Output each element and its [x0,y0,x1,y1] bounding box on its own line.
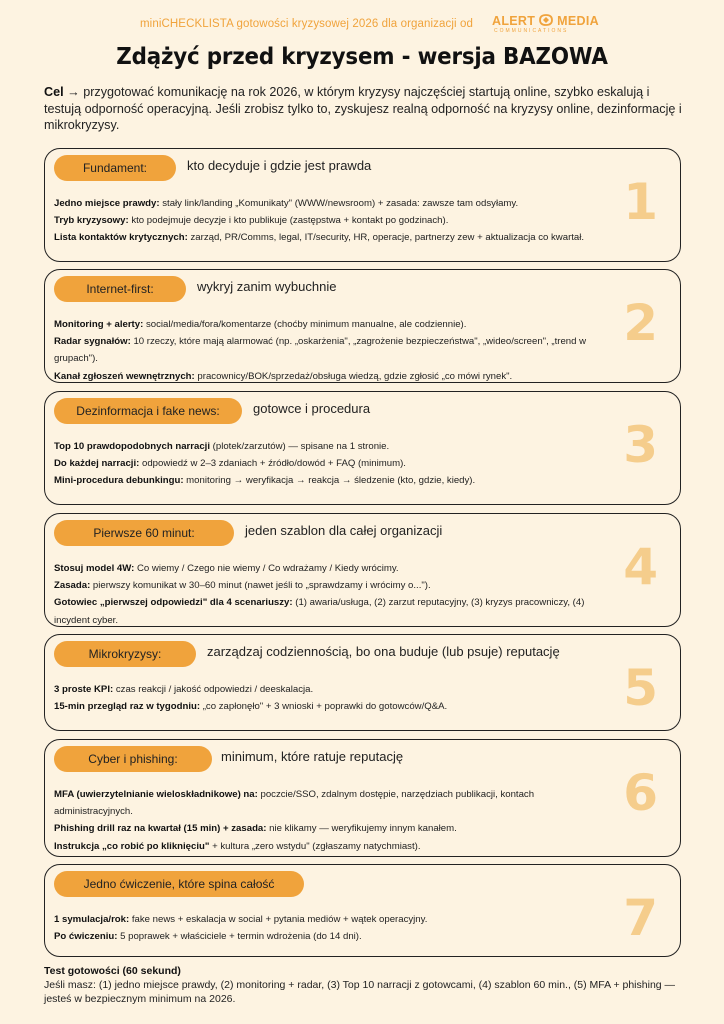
item-text: Co wiemy / Czego nie wiemy / Co wdrażamy / Kiedy wrócimy. [134,563,399,574]
section-items [54,681,634,715]
intro-label: Cel [44,85,64,99]
list-item [54,212,674,229]
item-text: pierwszy komunikat w 30–60 minut (nawet jeśli to „sprawdzamy i wrócimy o..."). [90,580,431,592]
item-text: 5 poprawek + właściciele + termin wdrożenia (do 14 dni). [117,931,362,943]
item-label: Kanał zgłoszeń wewnętrznych: [54,370,195,382]
section-subtitle: wykryj zanim wybuchnie [197,279,337,294]
section-card-fundament [44,148,681,262]
item-text: stały link/landing „Komunikaty" (WWW/newsroom) + zasada: zawsze tam odsyłamy. [159,198,519,209]
section-pill: Cyber i phishing: [54,746,212,772]
section-items [54,786,609,855]
item-text: czas reakcji / jakość odpowiedzi / deeskalacja. [113,684,314,695]
section-number: 2 [623,294,658,352]
header-tagline: miniCHECKLISTA gotowości kryzysowej 2026 dla organizacji od [140,18,473,30]
section-subtitle: minimum, które ratuje reputację [221,749,404,764]
section-number: 1 [623,173,658,231]
item-text: odpowiedź w 2–3 zdaniach + źródło/dowód + FAQ (minimum). [139,458,406,470]
section-card-pierwsze-60-minut [44,513,681,627]
item-label: Gotowiec „pierwszej odpowiedzi" dla 4 scenariuszy: [54,597,293,609]
item-label: Phishing drill raz na kwartał (15 min) + zasada: [54,823,267,835]
section-pill: Mikrokryzysy: [54,641,196,667]
item-text: monitoring → weryfikacja → reakcja → śledzenie (kto, gdzie, kiedy). [183,475,476,487]
section-subtitle: zarządzaj codziennością, bo ona buduje (lub psuje) reputację [207,644,560,659]
logo-text-left: ALERT [492,14,536,28]
list-item [54,698,634,715]
section-items [54,316,599,385]
item-label: MFA (uwierzytelnianie wieloskładnikowe) na: [54,789,258,800]
section-subtitle: jeden szablon dla całej organizacji [245,523,443,538]
list-item [54,594,594,628]
section-pill: Dezinformacja i fake news: [54,398,242,424]
item-label: Po ćwiczeniu: [54,931,118,943]
list-item [54,195,674,212]
list-item [54,911,634,928]
logo-text-right: MEDIA [557,14,599,28]
item-label: Jedno miejsce prawdy: [54,198,160,209]
item-label: Top 10 prawdopodobnych narracji [54,441,211,452]
logo-mark-icon [538,14,554,29]
item-text: + kultura „zero wstydu" (zgłaszamy natychmiast). [209,840,421,852]
item-label: Lista kontaktów krytycznych: [54,232,188,244]
item-text: fake news + eskalacja w social + pytania mediów + wątek operacyjny. [129,914,428,925]
item-text: kto podejmuje decyzje i kto publikuje (zastępstwa + kontakt po godzinach). [128,215,449,227]
section-number: 4 [623,538,658,596]
section-subtitle: gotowce i procedura [253,401,371,416]
section-card-mikrokryzysy [44,634,681,731]
section-items [54,560,594,629]
list-item [54,438,634,455]
list-item [54,786,609,820]
item-label: Mini-procedura debunkingu: [54,475,184,487]
section-card-internet-first [44,269,681,383]
item-label: 1 symulacja/rok: [54,914,130,925]
readiness-test-title: Test gotowości (60 sekund) [44,965,181,977]
section-card-dezinformacja [44,391,681,505]
item-label: Do każdej narracji: [54,458,140,470]
section-pill: Internet-first: [54,276,186,302]
logo-subtext: COMMUNICATIONS [494,28,569,35]
item-text: social/media/fora/komentarze (choćby minimum manualne, ale codziennie). [143,319,467,330]
list-item [54,560,594,577]
section-items [54,195,674,247]
top-bar [0,14,724,36]
item-label: Instrukcja „co robić po kliknięciu" [54,840,210,852]
item-label: Stosuj model 4W: [54,563,135,574]
item-text: pracownicy/BOK/sprzedaż/obsługa wiedzą, gdzie zgłosić „co mówi rynek". [194,370,513,382]
list-item [54,820,609,837]
list-item [54,577,594,594]
item-text: zarząd, PR/Comms, legal, IT/security, HR, operacje, partnerzy zew + aktualizacja co kwartał. [187,232,585,244]
list-item [54,333,599,367]
item-text: (1) awaria/usługa, (2) zarzut reputacyjny, (3) kryzys pracowniczy, (4) incydent cyber. [54,597,585,626]
list-item [54,368,599,385]
section-items [54,438,634,490]
list-item [54,455,634,472]
item-label: Radar sygnałów: [54,336,131,348]
section-number: 7 [623,889,658,947]
item-text: (plotek/zarzutów) — spisane na 1 stronie. [210,441,390,452]
section-number: 5 [623,659,658,717]
item-text: 10 rzeczy, które mają alarmować (np. „oskarżenia", „zagrożenie bezpieczeństwa", „wideo/screen", „trend w grupach"). [54,336,587,365]
section-pill: Fundament: [54,155,176,181]
section-card-cyber-phishing [44,739,681,857]
list-item [54,681,634,698]
readiness-test-text: Jeśli masz: (1) jedno miejsce prawdy, (2) monitoring + radar, (3) Top 10 narracji z gotowcami, (4) szablon 60 min., (5) MFA + phishing — jesteś w bezpiecznym minimum na 2026. [44,979,676,1005]
section-card-cwiczenie [44,864,681,957]
section-subtitle: kto decyduje i gdzie jest prawda [187,158,372,173]
item-text: poczcie/SSO, zdalnym dostępie, narzędziach publikacji, kontach administracyjnych. [54,789,535,818]
item-label: Zasada: [54,580,91,592]
page-title: Zdążyć przed kryzysem - wersja BAZOWA [116,44,608,70]
item-label: Monitoring + alerty: [54,319,144,330]
section-pill: Jedno ćwiczenie, które spina całość [54,871,304,897]
section-number: 3 [623,416,658,474]
list-item [54,928,634,945]
section-items [54,911,634,945]
list-item [54,838,609,855]
item-text: „co zapłonęło" + 3 wnioski + poprawki do gotowców/Q&A. [200,701,448,713]
section-pill: Pierwsze 60 minut: [54,520,234,546]
list-item [54,472,634,489]
list-item [54,316,599,333]
item-label: Tryb kryzysowy: [54,215,129,227]
section-number: 6 [623,764,658,822]
list-item [54,229,674,246]
intro-text: → przygotować komunikację na rok 2026, w którym kryzysy najczęściej startują online, szybko eskalują i testują odporność operacyjną. Jeśli zrobisz tylko to, zyskujesz realną odporność na kryzysy online, dezinformację i mikrokryzysy. [44,85,682,132]
readiness-test [44,964,684,1006]
item-label: 3 proste KPI: [54,684,114,695]
alert-media-logo [492,14,602,36]
item-label: 15-min przegląd raz w tygodniu: [54,701,201,713]
item-text: nie klikamy — weryfikujemy innym kanałem. [266,823,457,835]
intro-paragraph [44,84,684,134]
